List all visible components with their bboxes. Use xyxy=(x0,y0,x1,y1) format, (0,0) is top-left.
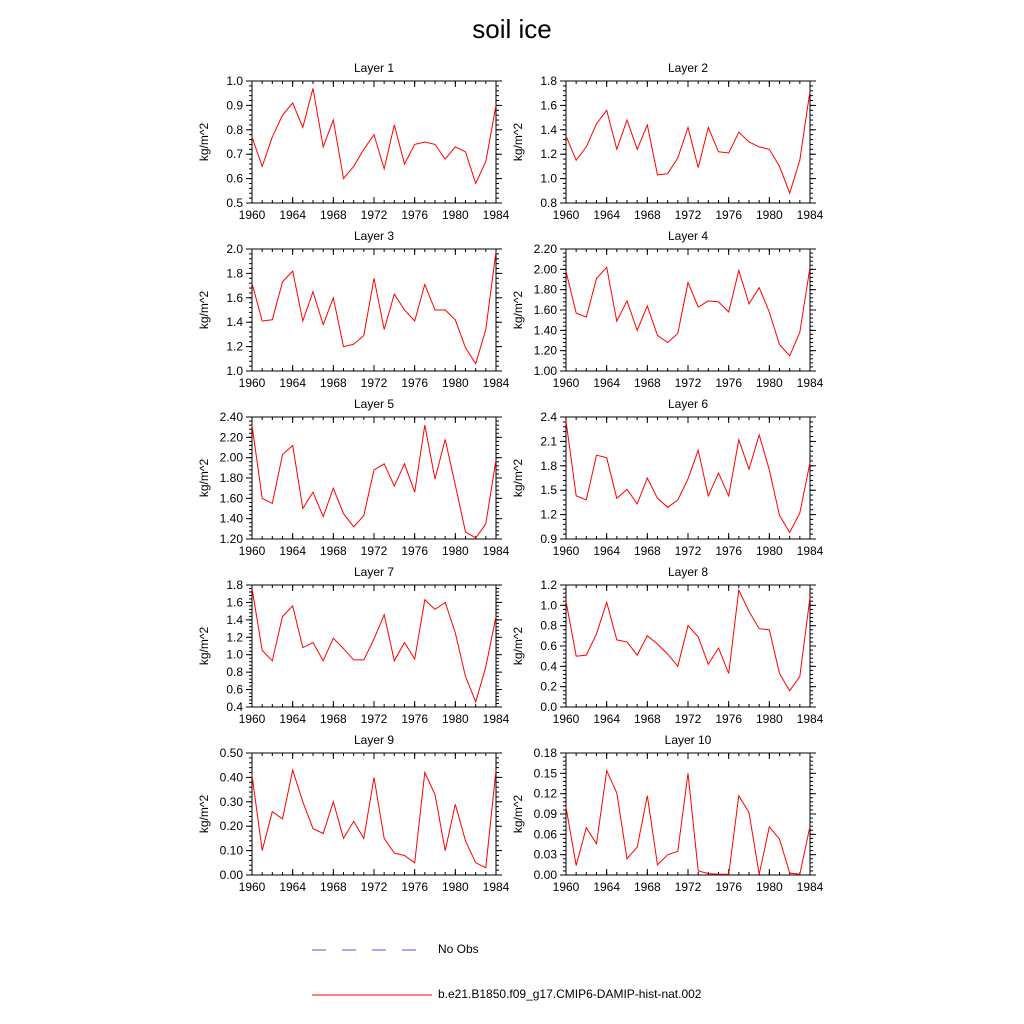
chart-panel-layer-2 xyxy=(511,61,824,222)
y-tick-label: 1.40 xyxy=(219,511,243,526)
plot-frame xyxy=(252,81,496,203)
y-tick-label: 1.60 xyxy=(533,303,557,317)
y-tick-label: 0.8 xyxy=(226,665,243,680)
y-tick-label: 2.00 xyxy=(533,262,557,277)
y-tick-label: 1.2 xyxy=(226,339,243,354)
y-tick-label: 0.5 xyxy=(226,196,243,210)
x-tick-label: 1968 xyxy=(319,376,347,390)
y-tick-label: 2.0 xyxy=(226,242,243,256)
y-axis-label: kg/m^2 xyxy=(511,290,525,330)
y-tick-label: 0.06 xyxy=(533,827,557,842)
y-tick-label: 1.6 xyxy=(226,290,243,305)
x-tick-label: 1980 xyxy=(755,208,783,222)
legend-label-model-run: b.e21.B1850.f09_g17.CMIP6-DAMIP-hist-nat.002 xyxy=(438,987,702,1001)
x-tick-label: 1980 xyxy=(441,712,469,726)
x-tick-label: 1984 xyxy=(482,376,510,390)
x-tick-label: 1968 xyxy=(633,208,661,222)
y-axis-label: kg/m^2 xyxy=(197,290,211,330)
plot-frame xyxy=(566,753,810,875)
y-tick-label: 2.20 xyxy=(533,242,557,256)
y-tick-label: 0.8 xyxy=(540,196,557,210)
series-line xyxy=(566,590,810,691)
x-tick-label: 1976 xyxy=(715,208,743,222)
y-tick-label: 0.4 xyxy=(540,659,557,674)
y-tick-label: 1.2 xyxy=(226,630,243,645)
x-tick-label: 1976 xyxy=(715,376,743,390)
y-tick-label: 1.4 xyxy=(540,122,557,137)
x-tick-label: 1972 xyxy=(360,880,388,894)
x-tick-label: 1976 xyxy=(401,544,429,558)
x-tick-label: 1972 xyxy=(360,544,388,558)
y-tick-label: 1.8 xyxy=(540,74,557,88)
x-tick-label: 1980 xyxy=(755,376,783,390)
y-tick-label: 0.6 xyxy=(226,171,243,186)
legend-item-model-run xyxy=(312,986,732,1004)
series-line xyxy=(566,771,810,875)
x-tick-label: 1964 xyxy=(593,376,621,390)
y-tick-label: 2.4 xyxy=(540,410,557,424)
panel-title: Layer 8 xyxy=(667,565,709,579)
y-axis-label: kg/m^2 xyxy=(197,626,211,666)
y-tick-label: 0.6 xyxy=(226,682,243,697)
x-tick-label: 1968 xyxy=(633,712,661,726)
y-tick-label: 1.4 xyxy=(226,612,243,627)
x-tick-label: 1960 xyxy=(552,376,580,390)
chart-panel-layer-7 xyxy=(197,565,510,726)
x-tick-label: 1984 xyxy=(482,544,510,558)
plot-frame xyxy=(252,753,496,875)
x-tick-label: 1960 xyxy=(238,208,266,222)
y-tick-label: 1.0 xyxy=(226,74,243,88)
y-tick-label: 1.0 xyxy=(226,364,243,378)
x-tick-label: 1984 xyxy=(482,208,510,222)
x-tick-label: 1980 xyxy=(441,208,469,222)
y-tick-label: 2.00 xyxy=(219,450,243,465)
plot-frame xyxy=(566,249,810,371)
legend-item-no-obs xyxy=(312,941,572,959)
x-tick-label: 1960 xyxy=(552,544,580,558)
x-tick-label: 1968 xyxy=(319,880,347,894)
y-tick-label: 1.80 xyxy=(533,282,557,297)
y-axis-label: kg/m^2 xyxy=(197,794,211,834)
panel-title: Layer 7 xyxy=(353,565,395,579)
x-tick-label: 1980 xyxy=(755,544,783,558)
x-tick-label: 1980 xyxy=(441,544,469,558)
figure-title: soil ice xyxy=(472,14,552,44)
y-tick-label: 1.8 xyxy=(226,266,243,281)
series-line xyxy=(252,589,496,702)
chart-panel-layer-10 xyxy=(511,733,824,894)
y-tick-label: 0.2 xyxy=(540,679,557,694)
solid-line-swatch xyxy=(312,986,432,1004)
x-tick-label: 1984 xyxy=(796,880,824,894)
y-tick-label: 1.0 xyxy=(540,598,557,613)
x-tick-label: 1976 xyxy=(401,712,429,726)
panel-title: Layer 1 xyxy=(353,61,395,75)
x-tick-label: 1972 xyxy=(674,544,702,558)
y-tick-label: 1.5 xyxy=(540,483,557,498)
y-tick-label: 1.00 xyxy=(533,364,557,378)
y-tick-label: 0.40 xyxy=(219,770,243,785)
x-tick-label: 1960 xyxy=(238,376,266,390)
chart-panel-layer-5 xyxy=(197,397,510,558)
panel-title: Layer 5 xyxy=(353,397,395,411)
y-axis-label: kg/m^2 xyxy=(511,794,525,834)
x-tick-label: 1960 xyxy=(238,544,266,558)
y-tick-label: 0.20 xyxy=(219,819,243,834)
x-tick-label: 1960 xyxy=(552,880,580,894)
y-tick-label: 1.2 xyxy=(540,578,557,592)
x-tick-label: 1968 xyxy=(319,208,347,222)
x-tick-label: 1972 xyxy=(674,208,702,222)
x-tick-label: 1964 xyxy=(593,208,621,222)
x-tick-label: 1976 xyxy=(401,880,429,894)
series-line xyxy=(252,770,496,868)
y-tick-label: 0.03 xyxy=(533,847,557,862)
y-tick-label: 1.0 xyxy=(540,171,557,186)
y-tick-label: 0.10 xyxy=(219,843,243,858)
x-tick-label: 1964 xyxy=(593,712,621,726)
plot-frame xyxy=(252,249,496,371)
y-tick-label: 1.2 xyxy=(540,147,557,162)
y-axis-label: kg/m^2 xyxy=(511,626,525,666)
y-tick-label: 1.6 xyxy=(540,98,557,113)
panel-title: Layer 4 xyxy=(667,229,709,243)
panel-title: Layer 2 xyxy=(667,61,709,75)
x-tick-label: 1968 xyxy=(633,376,661,390)
y-tick-label: 1.60 xyxy=(219,491,243,506)
series-line xyxy=(566,267,810,356)
chart-panel-layer-8 xyxy=(511,565,824,726)
y-axis-label: kg/m^2 xyxy=(511,458,525,498)
y-tick-label: 2.1 xyxy=(540,434,557,449)
chart-panel-layer-9 xyxy=(197,733,510,894)
chart-panel-layer-1 xyxy=(197,61,510,222)
series-line xyxy=(566,421,810,532)
x-tick-label: 1976 xyxy=(401,376,429,390)
y-axis-label: kg/m^2 xyxy=(197,458,211,498)
plot-frame xyxy=(252,585,496,707)
y-tick-label: 0.00 xyxy=(219,868,243,882)
panel-title: Layer 6 xyxy=(667,397,709,411)
y-tick-label: 0.9 xyxy=(540,532,557,546)
y-tick-label: 1.20 xyxy=(533,343,557,358)
x-tick-label: 1980 xyxy=(441,880,469,894)
y-axis-label: kg/m^2 xyxy=(197,122,211,162)
y-tick-label: 0.09 xyxy=(533,807,557,821)
x-tick-label: 1960 xyxy=(552,208,580,222)
plot-frame xyxy=(566,81,810,203)
x-tick-label: 1984 xyxy=(482,712,510,726)
y-tick-label: 1.6 xyxy=(226,595,243,610)
panel-title: Layer 9 xyxy=(353,733,395,747)
dashed-line-swatch xyxy=(312,941,432,959)
y-tick-label: 0.8 xyxy=(540,618,557,633)
x-tick-label: 1976 xyxy=(715,544,743,558)
x-tick-label: 1964 xyxy=(279,880,307,894)
y-tick-label: 0.4 xyxy=(226,700,243,714)
y-tick-label: 0.50 xyxy=(219,746,243,760)
y-tick-label: 1.8 xyxy=(540,458,557,473)
x-tick-label: 1964 xyxy=(279,208,307,222)
legend-label-no-obs: No Obs xyxy=(438,942,479,956)
x-tick-label: 1960 xyxy=(238,880,266,894)
y-tick-label: 1.40 xyxy=(533,323,557,338)
y-axis-label: kg/m^2 xyxy=(511,122,525,162)
chart-panel-layer-4 xyxy=(511,229,824,390)
series-line xyxy=(566,91,810,193)
x-tick-label: 1972 xyxy=(674,712,702,726)
y-tick-label: 0.0 xyxy=(540,700,557,714)
x-tick-label: 1976 xyxy=(715,712,743,726)
x-tick-label: 1984 xyxy=(796,208,824,222)
x-tick-label: 1972 xyxy=(360,208,388,222)
series-line xyxy=(252,425,496,538)
y-tick-label: 2.20 xyxy=(219,430,243,445)
y-tick-label: 1.4 xyxy=(226,315,243,330)
y-tick-label: 0.9 xyxy=(226,98,243,113)
x-tick-label: 1968 xyxy=(633,880,661,894)
x-tick-label: 1964 xyxy=(279,712,307,726)
x-tick-label: 1964 xyxy=(593,880,621,894)
chart-panel-layer-6 xyxy=(511,397,824,558)
y-tick-label: 0.12 xyxy=(533,786,557,801)
x-tick-label: 1980 xyxy=(755,880,783,894)
x-tick-label: 1972 xyxy=(360,376,388,390)
x-tick-label: 1968 xyxy=(319,712,347,726)
panel-title: Layer 10 xyxy=(664,733,712,747)
y-tick-label: 1.20 xyxy=(219,532,243,546)
x-tick-label: 1968 xyxy=(319,544,347,558)
x-tick-label: 1976 xyxy=(715,880,743,894)
x-tick-label: 1984 xyxy=(796,544,824,558)
y-tick-label: 1.80 xyxy=(219,471,243,485)
panel-title: Layer 3 xyxy=(353,229,395,243)
series-line xyxy=(252,251,496,363)
chart-panel-layer-3 xyxy=(197,229,510,390)
x-tick-label: 1984 xyxy=(796,712,824,726)
x-tick-label: 1980 xyxy=(441,376,469,390)
x-tick-label: 1972 xyxy=(674,880,702,894)
x-tick-label: 1984 xyxy=(482,880,510,894)
y-tick-label: 0.8 xyxy=(226,122,243,137)
x-tick-label: 1960 xyxy=(238,712,266,726)
x-tick-label: 1964 xyxy=(279,544,307,558)
x-tick-label: 1972 xyxy=(674,376,702,390)
y-tick-label: 2.40 xyxy=(219,410,243,424)
x-tick-label: 1964 xyxy=(593,544,621,558)
y-tick-label: 0.6 xyxy=(540,639,557,653)
y-tick-label: 0.7 xyxy=(226,147,243,162)
x-tick-label: 1976 xyxy=(401,208,429,222)
x-tick-label: 1964 xyxy=(279,376,307,390)
y-tick-label: 1.0 xyxy=(226,647,243,662)
y-tick-label: 0.30 xyxy=(219,794,243,809)
x-tick-label: 1980 xyxy=(755,712,783,726)
x-tick-label: 1968 xyxy=(633,544,661,558)
y-tick-label: 0.00 xyxy=(533,868,557,882)
series-line xyxy=(252,88,496,183)
x-tick-label: 1960 xyxy=(552,712,580,726)
x-tick-label: 1984 xyxy=(796,376,824,390)
plot-frame xyxy=(252,417,496,539)
y-tick-label: 0.15 xyxy=(533,766,557,781)
y-tick-label: 1.8 xyxy=(226,578,243,592)
y-tick-label: 0.18 xyxy=(533,746,557,760)
y-tick-label: 1.2 xyxy=(540,507,557,522)
x-tick-label: 1972 xyxy=(360,712,388,726)
